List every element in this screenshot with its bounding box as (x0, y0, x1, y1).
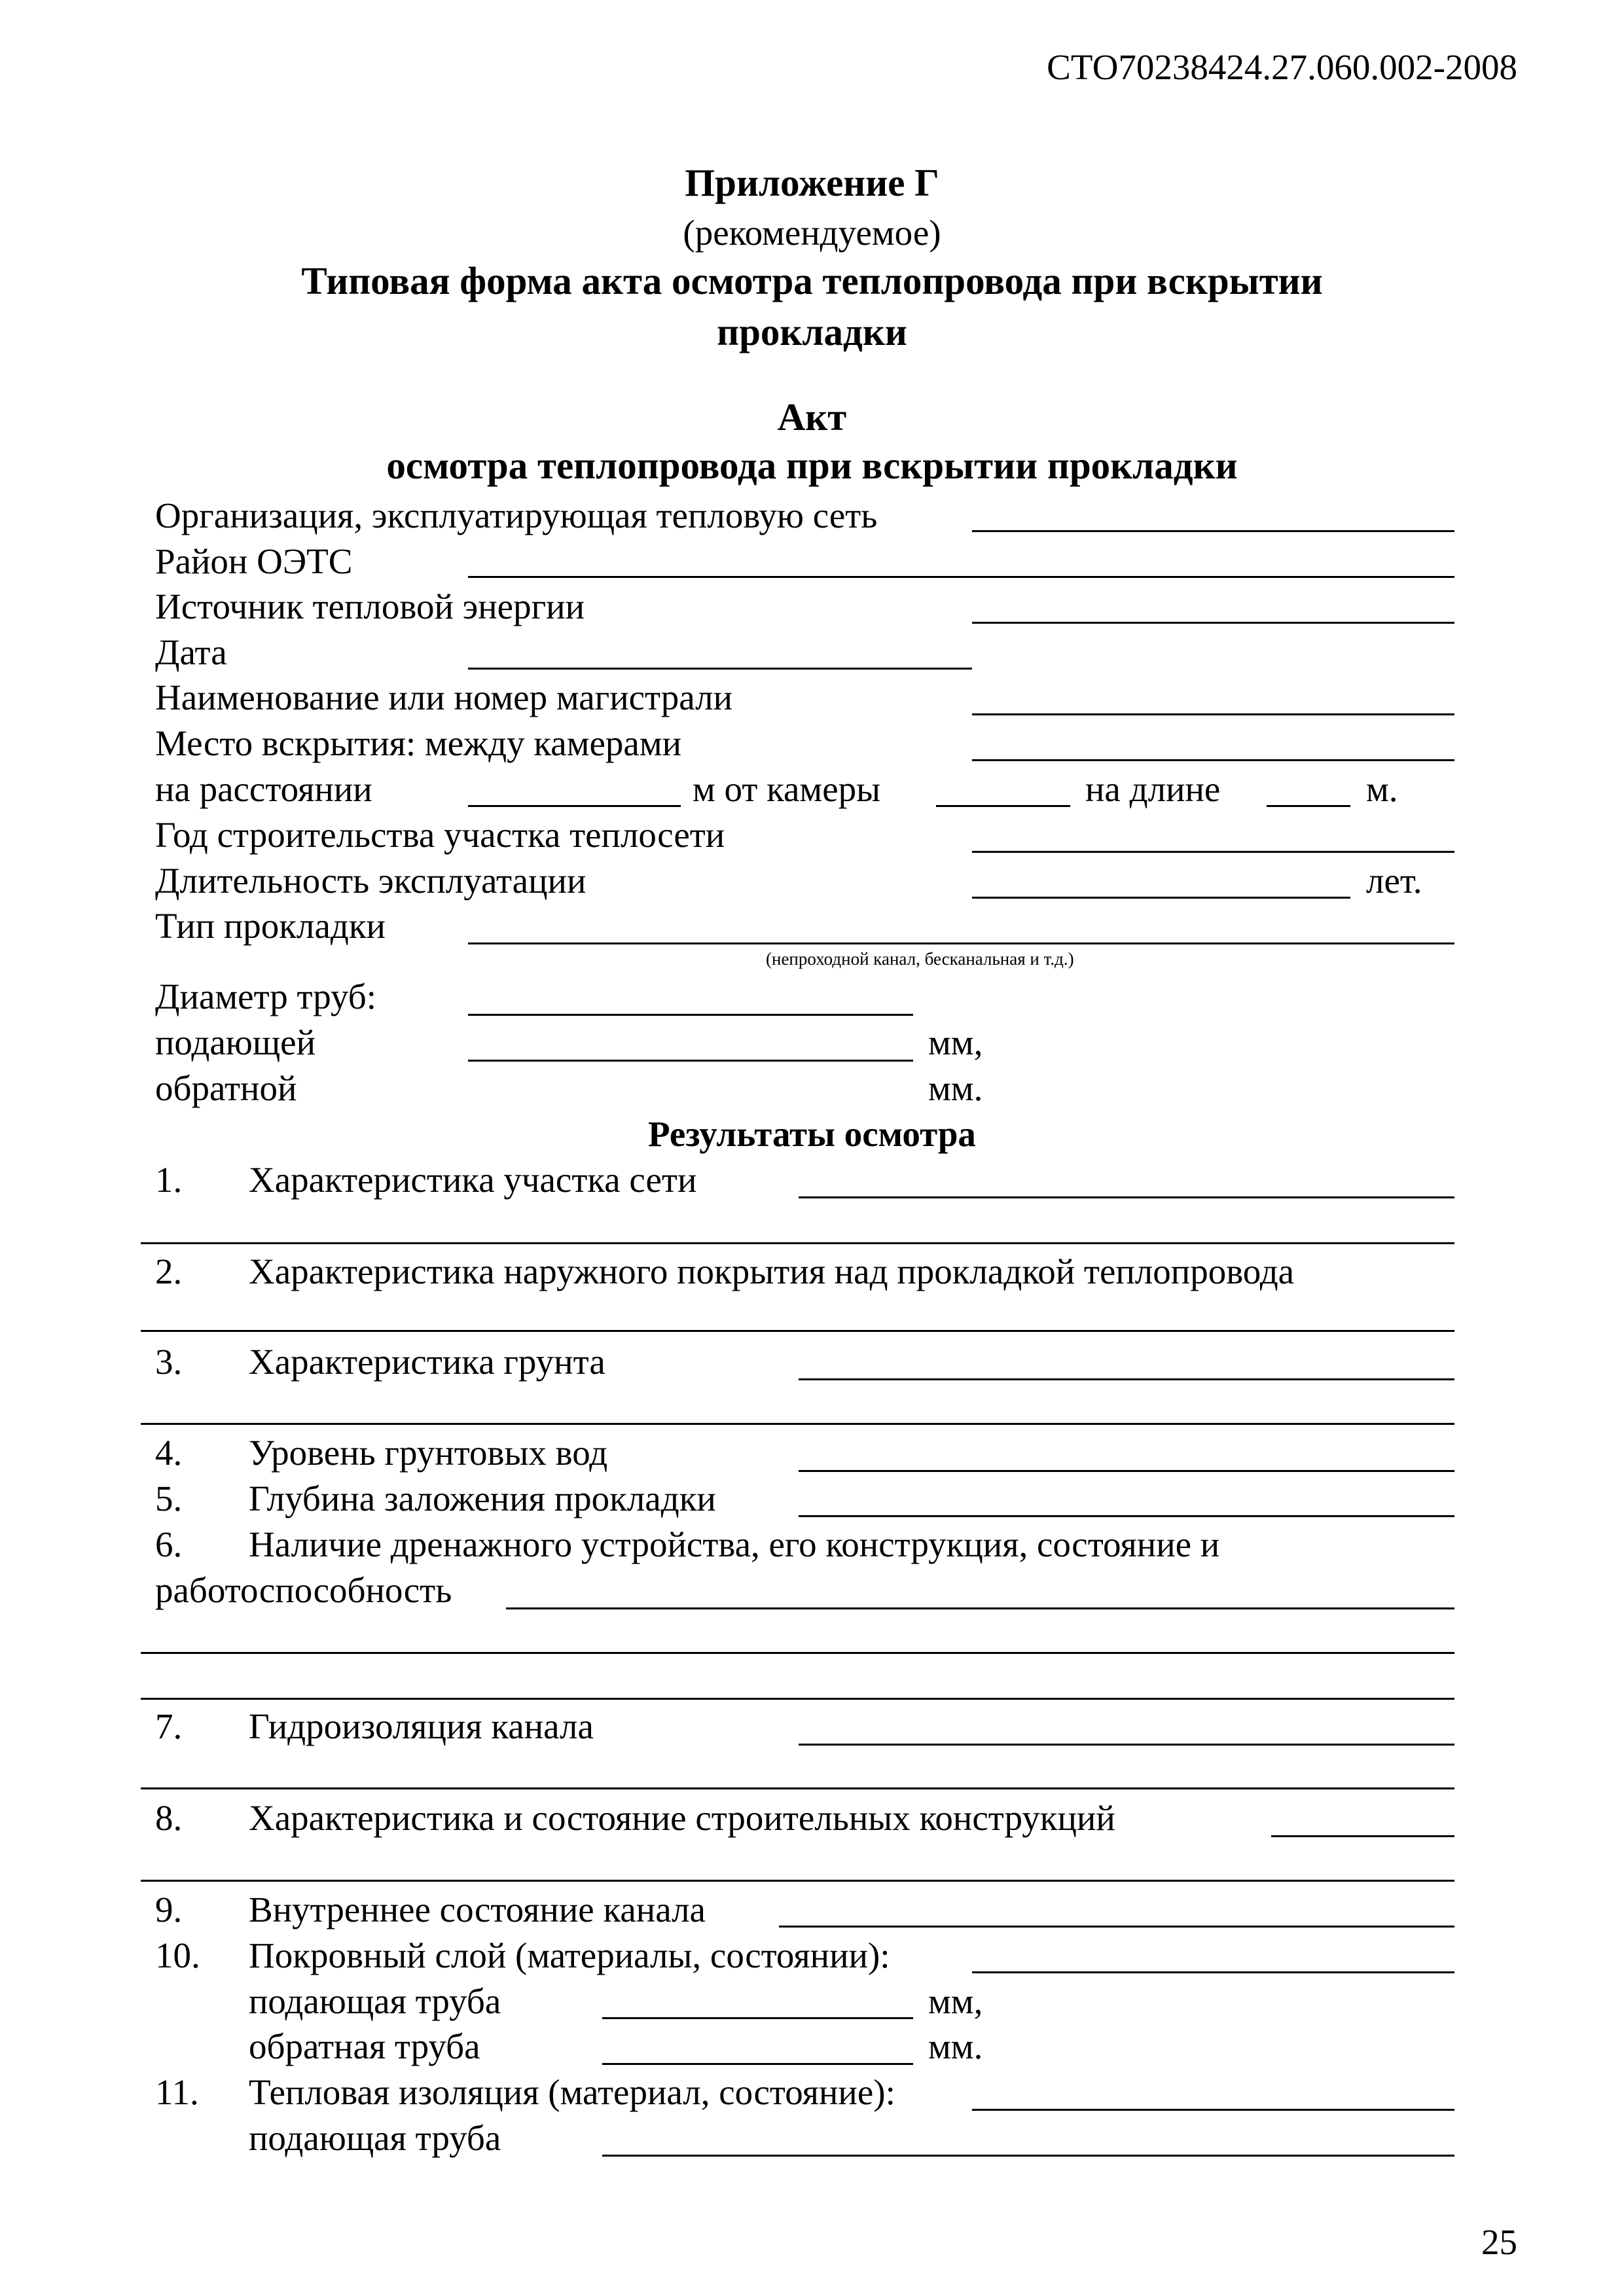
distance-label: на расстоянии (155, 769, 372, 809)
district-blank[interactable] (468, 576, 1454, 578)
item-5-label: Глубина заложения прокладки (249, 1479, 716, 1518)
item-number: 3. (155, 1342, 183, 1382)
item-1-blank[interactable] (799, 1196, 1454, 1198)
item-3-blank[interactable] (799, 1378, 1454, 1380)
act-subtitle: осмотра теплопровода при вскрытии прокладки (386, 444, 1238, 487)
years-unit: лет. (1366, 861, 1422, 901)
distance-blank[interactable] (468, 805, 681, 807)
date-label: Дата (155, 632, 227, 672)
heat-source-label: Источник тепловой энергии (155, 586, 585, 626)
supply-label: подающей (155, 1022, 316, 1062)
item-11-supply-label: подающая труба (249, 2118, 501, 2158)
item-1-label: Характеристика участка сети (249, 1160, 697, 1200)
item-10-return-unit: мм. (928, 2026, 983, 2066)
supply-unit: мм, (928, 1022, 983, 1062)
item-8-label: Характеристика и состояние строительных конструкций (249, 1798, 1115, 1838)
organization-label: Организация, эксплуатирующая тепловую сеть (155, 495, 878, 535)
item-number: 4. (155, 1433, 183, 1473)
supply-blank[interactable] (468, 1060, 913, 1062)
item-8-blank-2[interactable] (141, 1880, 1454, 1882)
form-title-line-2: прокладки (717, 310, 907, 353)
item-6-label: Наличие дренажного устройства, его конструкция, состояние и (249, 1524, 1220, 1564)
item-6-blank-2[interactable] (141, 1652, 1454, 1654)
date-blank[interactable] (468, 668, 972, 670)
item-6-label-cont: работоспособность (155, 1570, 452, 1610)
item-3-label: Характеристика грунта (249, 1342, 605, 1382)
form-title-line-1: Типовая форма акта осмотра теплопровода при вскрытии (301, 259, 1323, 302)
length-label: на длине (1085, 769, 1221, 809)
item-number: 5. (155, 1479, 183, 1518)
item-10-return-blank[interactable] (602, 2063, 913, 2065)
item-7-blank-2[interactable] (141, 1787, 1454, 1789)
return-label: обратной (155, 1068, 297, 1108)
build-year-label: Год строительства участка теплосети (155, 815, 725, 855)
laying-type-hint: (непроходной канал, бесканальная и т.д.) (766, 949, 1074, 969)
main-name-label: Наименование или номер магистрали (155, 677, 733, 717)
item-3-blank-2[interactable] (141, 1423, 1454, 1425)
appendix-subtitle: (рекомендуемое) (683, 213, 941, 253)
item-11-label: Тепловая изоляция (материал, состояние): (249, 2072, 895, 2112)
item-9-label: Внутреннее состояние канала (249, 1890, 706, 1929)
appendix-title: Приложение Г (685, 161, 939, 204)
page-number: 25 (1481, 2222, 1517, 2262)
item-number: 2. (155, 1251, 183, 1291)
main-name-blank[interactable] (972, 713, 1454, 715)
results-heading: Результаты осмотра (648, 1114, 976, 1154)
item-10-blank[interactable] (972, 1971, 1454, 1973)
item-6-blank-3[interactable] (141, 1698, 1454, 1700)
item-8-blank[interactable] (1271, 1835, 1454, 1837)
act-title: Акт (777, 395, 847, 439)
item-10-return-label: обратная труба (249, 2026, 480, 2066)
item-10-supply-blank[interactable] (602, 2017, 913, 2019)
item-4-label: Уровень грунтовых вод (249, 1433, 608, 1473)
item-5-blank[interactable] (799, 1515, 1454, 1517)
pipe-diameter-blank[interactable] (468, 1014, 913, 1016)
item-number: 6. (155, 1524, 183, 1564)
item-10-supply-label: подающая труба (249, 1981, 501, 2021)
operation-duration-blank[interactable] (972, 897, 1350, 899)
item-4-blank[interactable] (799, 1470, 1454, 1472)
item-1-blank-2[interactable] (141, 1242, 1454, 1244)
laying-type-blank[interactable] (468, 942, 1454, 944)
opening-place-label: Место вскрытия: между камерами (155, 723, 682, 763)
document-code: СТО70238424.27.060.002-2008 (1047, 47, 1517, 87)
length-blank[interactable] (1267, 805, 1350, 807)
item-7-label: Гидроизоляция канала (249, 1706, 594, 1746)
item-number: 11. (155, 2072, 199, 2112)
opening-place-blank[interactable] (972, 759, 1454, 761)
chamber-blank[interactable] (936, 805, 1070, 807)
item-2-blank[interactable] (141, 1330, 1454, 1332)
item-11-blank[interactable] (972, 2109, 1454, 2111)
item-2-label: Характеристика наружного покрытия над прокладкой теплопровода (249, 1251, 1295, 1291)
build-year-blank[interactable] (972, 851, 1454, 853)
item-number: 1. (155, 1160, 183, 1200)
heat-source-blank[interactable] (972, 622, 1454, 624)
item-number: 10. (155, 1935, 200, 1975)
item-10-supply-unit: мм, (928, 1981, 983, 2021)
organization-blank[interactable] (972, 530, 1454, 532)
item-11-supply-blank[interactable] (602, 2155, 1454, 2157)
item-number: 7. (155, 1706, 183, 1746)
laying-type-label: Тип прокладки (155, 906, 386, 946)
return-unit: мм. (928, 1068, 983, 1108)
from-chamber-label: м от камеры (693, 769, 881, 809)
item-number: 9. (155, 1890, 183, 1929)
meter-unit: м. (1366, 769, 1398, 809)
operation-duration-label: Длительность эксплуатации (155, 861, 586, 901)
item-number: 8. (155, 1798, 183, 1838)
item-9-blank[interactable] (779, 1926, 1454, 1928)
pipe-diameter-label: Диаметр труб: (155, 977, 377, 1016)
item-10-label: Покровный слой (материалы, состоянии): (249, 1935, 890, 1975)
item-6-blank[interactable] (506, 1607, 1454, 1609)
item-7-blank[interactable] (799, 1744, 1454, 1746)
district-label: Район ОЭТС (155, 541, 353, 581)
